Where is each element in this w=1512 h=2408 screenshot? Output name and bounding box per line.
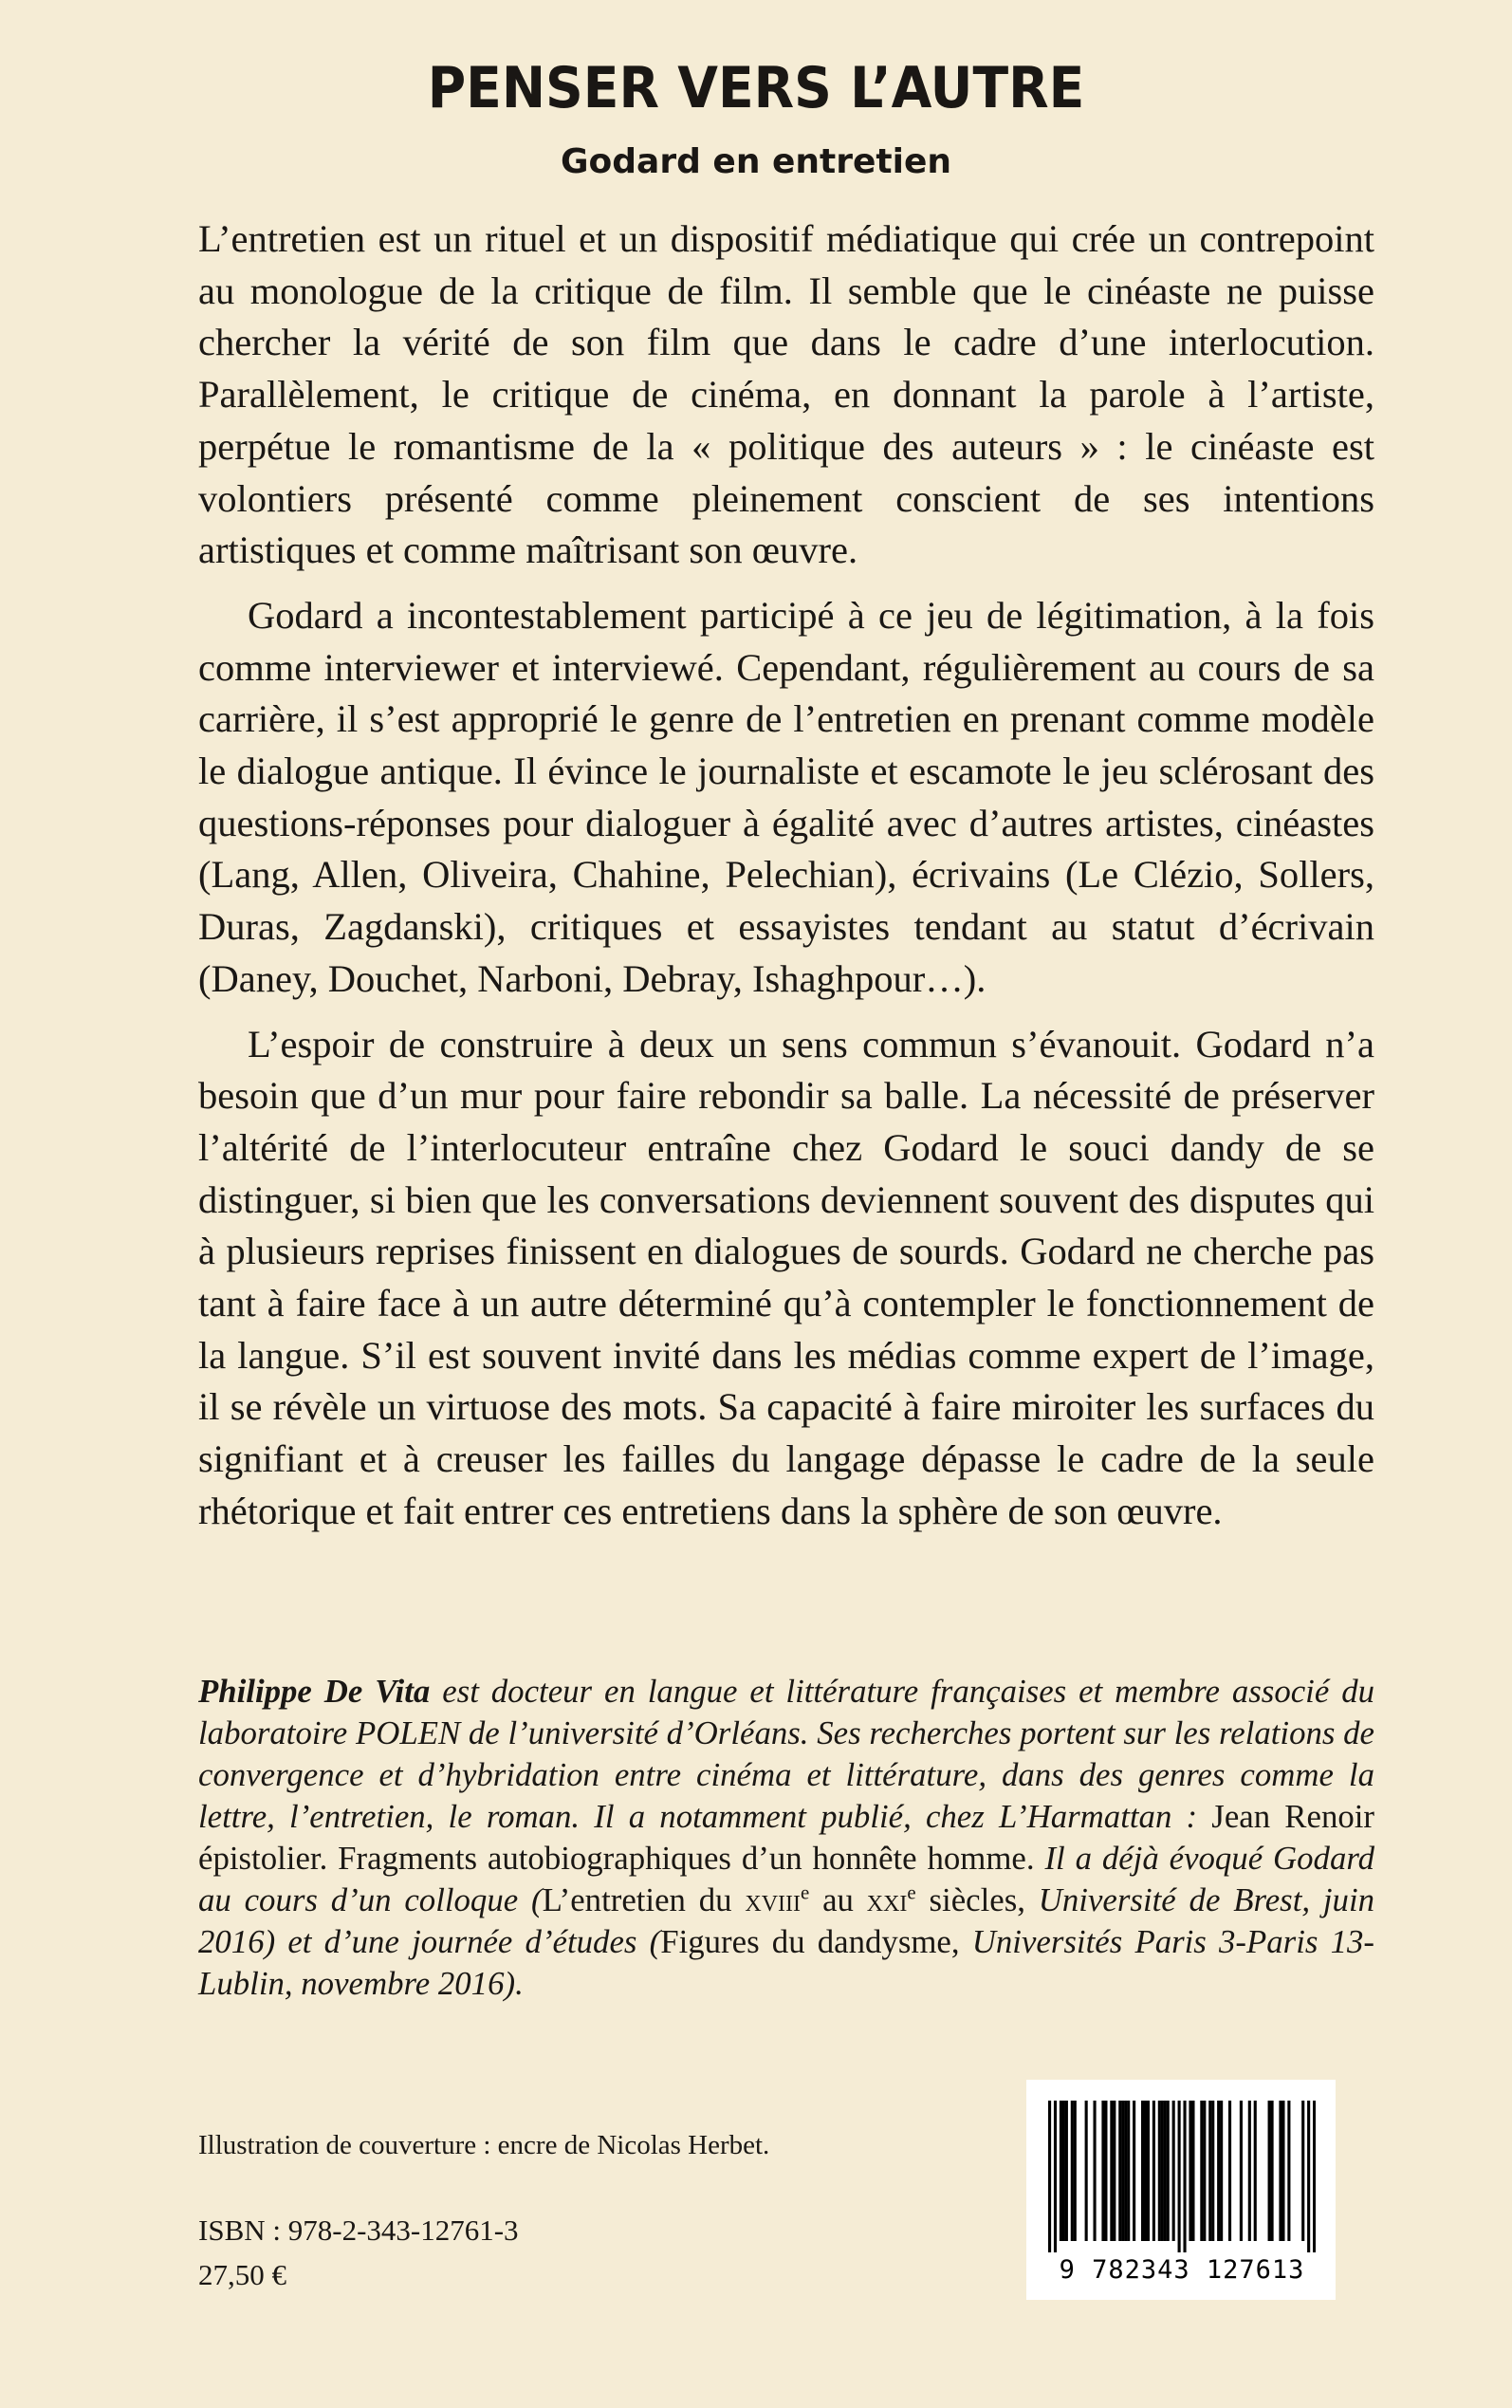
barcode-bar [1093,2101,1096,2241]
price: 27,50 € [198,2258,286,2291]
book-title: PENSER VERS L’AUTRE [427,55,1085,121]
barcode-bar [1178,2101,1181,2252]
book-title-2c: siècles, [915,1881,1025,1918]
barcode-bar [1060,2101,1062,2241]
book-title-2a: L’entretien du [542,1881,746,1918]
barcode-bar [1071,2101,1074,2241]
barcode-bar [1282,2101,1284,2241]
barcode-bar [1268,2101,1271,2241]
blurb-paragraph-1: L’entretien est un rituel et un dispositif médiatique qui crée un contrepoint au monologue de la critique de film. Il semble que le cinéaste ne puisse chercher la vérité de son film que dans le cadre d’une interlocution. Parallèlement, le critique de cinéma, en donnant la parole à l’artiste, perpétue le romantisme de la « politique des auteurs » : le cinéaste est volontiers présenté comme pleinement conscient de ses intentions artistiques et comme maîtrisant son œuvre. [198,217,1374,572]
barcode-bar [1217,2101,1220,2241]
barcode [1026,2080,1336,2300]
barcode-bar [1240,2101,1243,2241]
barcode-bar [1074,2101,1077,2241]
century-21: xxi [866,1881,908,1918]
barcode-bar [1144,2101,1147,2241]
barcode-bar [1065,2101,1068,2241]
barcode-bar [1161,2101,1164,2241]
barcode-bar [1048,2101,1051,2252]
bio-text-4: Universités Paris 3-Paris 13-Lublin, novembre 2016). [198,1923,1374,2002]
barcode-bar [1220,2101,1223,2241]
book-title-1: Jean Renoir épistolier. Fragments autobiographiques d’un honnête homme. [198,1798,1375,1877]
illustration-credit: Illustration de couverture : encre de Nicolas Herbet. [198,2130,770,2160]
barcode-bar [1164,2101,1167,2241]
barcode-bar [1118,2101,1121,2241]
blurb [198,213,1374,1551]
blurb-paragraph-2: Godard a incontestablement participé à ce jeu de légitimation, à la fois comme interviewer et interviewé. Cependant, régulièrement au cours de sa carrière, il s’est approprié le genre de l’entretien en prenant comme modèle le dialogue antique. Il évince le journaliste et escamote le jeu sclérosant des questions-réponses pour dialoguer à égalité avec d’autres artistes, cinéastes (Lang, Allen, Oliveira, Chahine, Pelechian), écrivains (Le Clézio, Sollers, Duras, Zagdanski), critiques et essayistes tendant au statut d’écrivain (Daney, Douchet, Narboni, Debray, Ishaghpour…). [198,593,1374,1000]
blurb-paragraph-3: L’espoir de construire à deux un sens commun s’évanouit. Godard n’a besoin que d’un mur pour faire rebondir sa balle. La nécessité de préserver l’altérité de l’interlocuteur entraîne chez Godard le souci dandy de se distinguer, si bien que les conversations deviennent souvent des disputes qui à plusieurs reprises finissent en dialogues de sourds. Godard ne cherche pas tant à faire face à un autre déterminé qu’à contempler le fonctionnement de la langue. S’il est souvent invité dans les médias comme expert de l’image, il se révèle un virtuose des mots. Sa capacité à faire miroiter les surfaces du signifiant et à creuser les failles du langage dépasse le cadre de la seule rhétorique et fait entrer ces entretiens dans la sphère de son œuvre. [198,1022,1374,1532]
bio-text-3: Université de Brest, juin 2016) et d’une journée d’études ( [198,1881,1375,1960]
barcode-bar [1133,2101,1135,2241]
barcode-bar [1208,2101,1211,2241]
bio-text-2: Il a déjà évoqué Godard au cours d’un colloque ( [198,1840,1374,1918]
barcode-bar [1062,2101,1065,2241]
author-bio [198,1671,1374,2005]
barcode-bar [1211,2101,1214,2241]
century-18: xviii [745,1881,802,1918]
barcode-bar [1172,2101,1175,2241]
barcode-bar [1085,2101,1088,2241]
isbn: ISBN : 978-2-343-12761-3 [198,2214,519,2247]
barcode-bar [1313,2101,1316,2252]
barcode-bar [1110,2101,1113,2241]
barcode-bar [1121,2101,1124,2241]
barcode-bar [1287,2101,1290,2241]
barcode-bar [1191,2101,1194,2241]
barcode-bar [1147,2101,1150,2241]
barcode-bar [1101,2101,1104,2241]
barcode-bar [1279,2101,1282,2241]
barcode-bar [1271,2101,1274,2241]
barcode-bar [1141,2101,1144,2241]
book-title-2b: au [809,1881,867,1918]
superscript-1: e [801,1880,810,1904]
bio-text-1: est docteur en langue et littérature françaises et membre associé du laboratoire POLEN de l’université d’Orléans. Ses recherches portent sur les relations de convergence et d’hybridation entre cinéma et littérature, dans des genres comme la lettre, l’entretien, le roman. Il a notamment publié, chez L’Harmattan : [198,1673,1374,1835]
barcode-bar [1183,2101,1186,2252]
barcode-bar [1054,2101,1057,2252]
barcode-bars [1048,2101,1316,2252]
author-name: Philippe De Vita [198,1673,431,1710]
barcode-bar [1228,2101,1231,2241]
barcode-bar [1189,2101,1191,2241]
barcode-bar [1152,2101,1155,2241]
book-subtitle: Godard en entretien [561,142,951,181]
barcode-bar [1167,2101,1170,2241]
barcode-bar [1307,2101,1310,2252]
barcode-bar [1113,2101,1116,2241]
barcode-bar [1127,2101,1130,2241]
barcode-bar [1104,2101,1107,2241]
barcode-digits: 9 782343 127613 [1059,2255,1305,2285]
barcode-bar [1203,2101,1206,2241]
barcode-bar [1248,2101,1251,2241]
superscript-2: e [907,1880,916,1904]
book-title-3: Figures du dandysme, [660,1923,960,1960]
barcode-bar [1254,2101,1257,2241]
barcode-bar [1301,2101,1304,2241]
barcode-bar [1124,2101,1127,2241]
barcode-bar [1200,2101,1203,2241]
barcode-bar [1158,2101,1161,2241]
